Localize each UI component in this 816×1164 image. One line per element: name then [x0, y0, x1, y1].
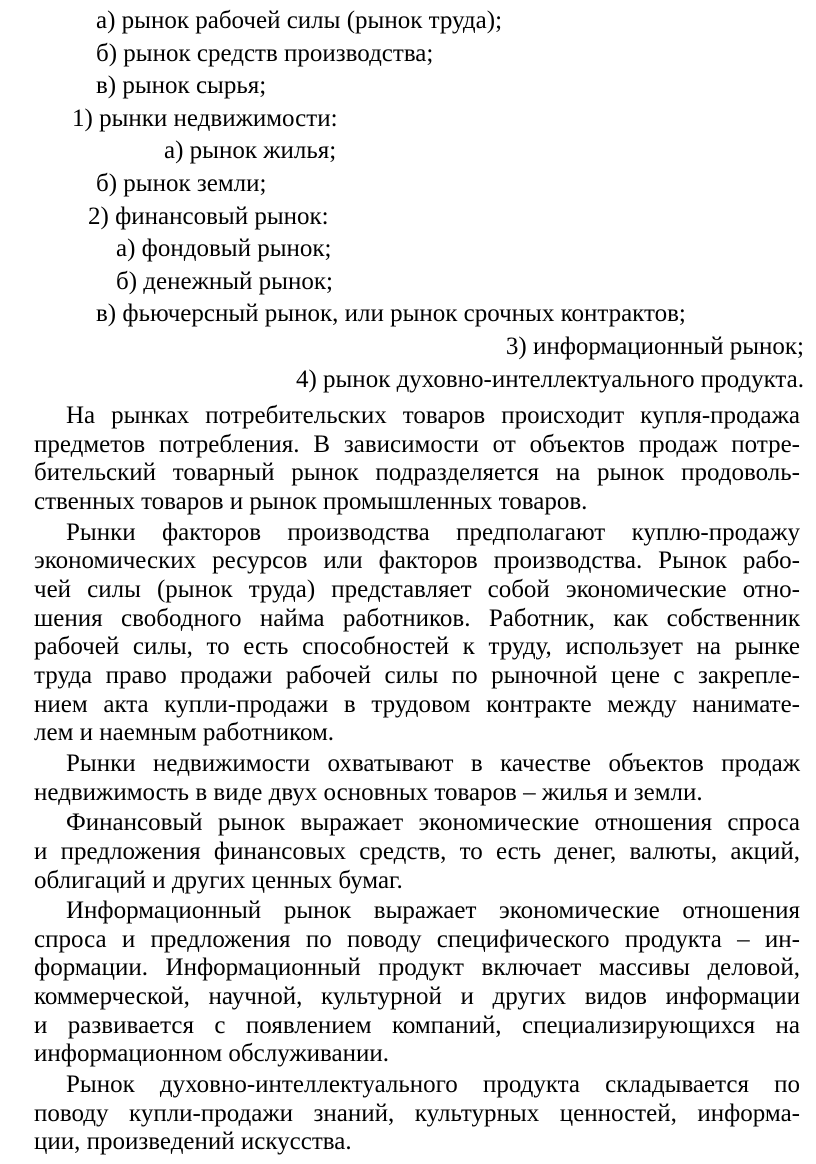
paragraph-line: Финансовый рынок выражает экономические отношения спроса: [66, 809, 800, 836]
paragraph-line: Рынок духовно-интеллектуального продукта складывается по: [66, 1071, 800, 1098]
paragraph-line: шения свободного найма работников. Работник, как собственник: [34, 605, 800, 632]
paragraph-line: облигаций и других ценных бумаг.: [34, 867, 403, 894]
list-item-real-estate: 1) рынки недвижимости:: [72, 105, 338, 132]
paragraph-line: экономических ресурсов или факторов производства. Рынок рабо-: [34, 547, 800, 574]
list-item-money-market: б) денежный рынок;: [116, 268, 333, 295]
paragraph-line: Рынки факторов производства предполагают куплю-продажу: [66, 519, 800, 546]
list-item-futures-market: в) фьючерсный рынок, или рынок срочных контрактов;: [96, 300, 686, 327]
list-item-means-of-production: б) рынок средств производства;: [96, 40, 434, 67]
paragraph-line: Рынки недвижимости охватывают в качестве объектов продаж: [66, 750, 800, 777]
paragraph-line: формации. Информационный продукт включает массивы деловой,: [34, 954, 800, 981]
paragraph-line: ции, произведений искусства.: [34, 1128, 352, 1155]
paragraph-line: и развивается с появлением компаний, специализирующихся на: [34, 1012, 800, 1039]
paragraph-line: спроса и предложения по поводу специфического продукта – ин-: [34, 926, 800, 953]
paragraph-line: коммерческой, научной, культурной и других видов информации: [34, 983, 800, 1010]
list-item-financial-market: 2) финансовый рынок:: [88, 203, 329, 230]
paragraph-line: ственных товаров и рынок промышленных товаров.: [34, 488, 588, 515]
paragraph-line: нием акта купли-продажи в трудовом контракте между нанимате-: [34, 691, 800, 718]
paragraph-line: лем и наемным работником.: [34, 719, 335, 746]
list-item-spiritual-product: 4) рынок духовно-интеллектуального продукта.: [295, 366, 804, 393]
paragraph-line: недвижимость в виде двух основных товаров – жилья и земли.: [34, 779, 703, 806]
paragraph-line: труда право продажи рабочей силы по рыночной цене с закрепле-: [34, 662, 800, 689]
list-item-housing: а) рынок жилья;: [164, 137, 337, 164]
paragraph-line: рабочей силы, то есть способностей к труду, использует на рынке: [34, 633, 800, 660]
list-item-labor-market: а) рынок рабочей силы (рынок труда);: [96, 7, 503, 34]
paragraph-line: чей силы (рынок труда) представляет собой экономические отно-: [34, 576, 800, 603]
paragraph-line: и предложения финансовых средств, то есть денег, валюты, акций,: [34, 838, 800, 865]
paragraph-line: предметов потребления. В зависимости от объектов продаж потре-: [34, 431, 800, 458]
paragraph-line: информационном обслуживании.: [34, 1040, 390, 1067]
list-item-raw-materials: в) рынок сырья;: [96, 72, 267, 99]
paragraph-line: бительский товарный рынок подразделяется на рынок продоволь-: [34, 459, 800, 486]
list-item-land: б) рынок земли;: [96, 170, 267, 197]
paragraph-line: Информационный рынок выражает экономические отношения: [66, 897, 800, 924]
paragraph-line: На рынках потребительских товаров происходит купля-продажа: [66, 402, 800, 429]
paragraph-line: поводу купли-продажи знаний, культурных ценностей, информа-: [34, 1100, 800, 1127]
list-item-stock-market: а) фондовый рынок;: [116, 235, 332, 262]
list-item-information-market: 3) информационный рынок;: [505, 333, 804, 360]
